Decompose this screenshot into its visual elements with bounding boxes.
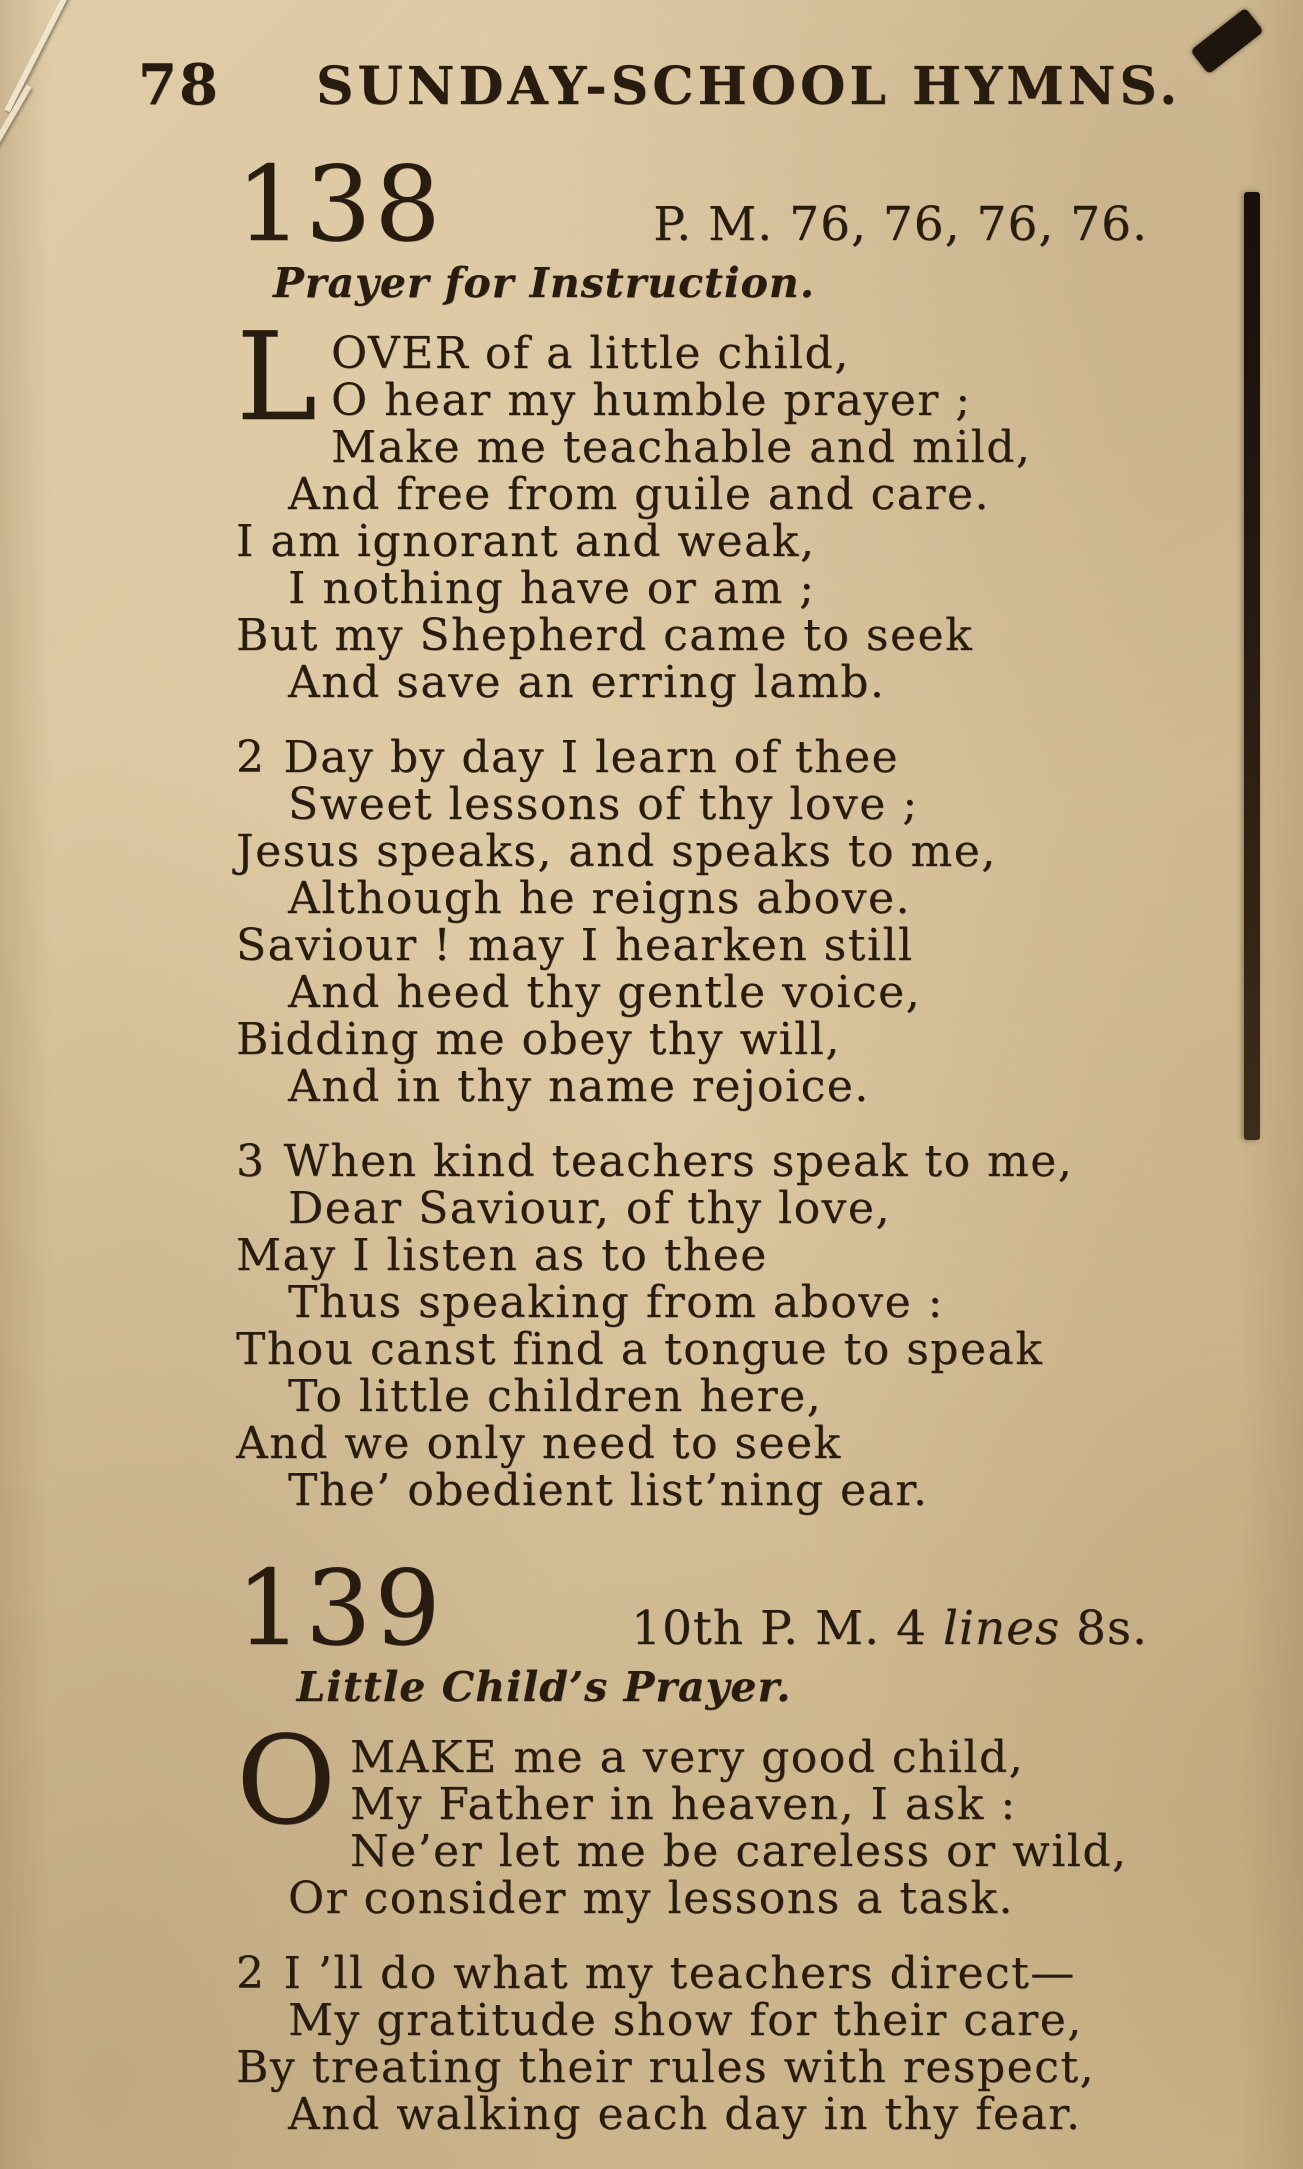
hymn-meter: P. M. 76, 76, 76, 76. xyxy=(653,197,1148,252)
hymn-138 xyxy=(236,143,1148,1516)
verse-line: And save an erring lamb. xyxy=(288,657,886,708)
hymn-138-verse-3 xyxy=(236,1138,1148,1514)
verse-line: To little children here, xyxy=(288,1371,823,1422)
verse-line: Thou canst find a tongue to speak xyxy=(236,1324,1044,1375)
verse-line: I nothing have or am ; xyxy=(288,563,816,614)
verse-line: Make me teachable and mild, xyxy=(331,422,1032,473)
page-header xyxy=(0,0,1303,118)
hymn-meter-text: 10th P. M. 4 xyxy=(631,1601,943,1656)
verse-line: MAKE me a very good child, xyxy=(350,1732,1025,1783)
hymn-number: 138 xyxy=(236,143,444,265)
verse-line: Jesus speaks, and speaks to me, xyxy=(236,826,997,877)
hymn-138-verse-2 xyxy=(236,734,1148,1110)
verse-line: But my Shepherd came to seek xyxy=(236,610,974,661)
verse-line: My Father in heaven, I ask : xyxy=(350,1779,1017,1830)
hymn-meter-italic: lines xyxy=(942,1601,1061,1656)
hymn-title: Little Child’s Prayer. xyxy=(296,1663,792,1711)
verse-line: I am ignorant and weak, xyxy=(236,516,816,567)
page-number: 78 xyxy=(138,52,220,118)
verse-line: Although he reigns above. xyxy=(288,873,912,924)
verse-line: Sweet lessons of thy love ; xyxy=(288,779,919,830)
verse-line xyxy=(236,1138,1148,1185)
hymn-title: Prayer for Instruction. xyxy=(273,259,815,307)
verse-line: Or consider my lessons a task. xyxy=(288,1873,1015,1924)
verse-line: And heed thy gentle voice, xyxy=(288,967,922,1018)
binding-shadow-bar xyxy=(1244,192,1260,1140)
verse-line-text: I ’ll do what my teachers direct— xyxy=(283,1948,1076,1999)
verse-line: And walking each day in thy fear. xyxy=(288,2089,1082,2140)
verse-line: May I listen as to thee xyxy=(236,1230,768,1281)
hymn-meter xyxy=(631,1601,1148,1656)
verse-number: 2 xyxy=(236,732,266,783)
drop-cap: L xyxy=(236,306,318,448)
verse-line: And free from guile and care. xyxy=(288,469,990,520)
verse-line: Dear Saviour, of thy love, xyxy=(288,1183,891,1234)
verse-line: My gratitude show for their care, xyxy=(288,1995,1083,2046)
verse-line: OVER of a little child, xyxy=(331,328,850,379)
verse-line: By treating their rules with respect, xyxy=(236,2042,1096,2093)
verse-line: The’ obedient list’ning ear. xyxy=(288,1465,929,1516)
drop-cap: O xyxy=(236,1710,337,1852)
hymn-138-verse-1 xyxy=(236,306,1148,708)
hymn-138-heading xyxy=(236,143,1148,265)
hymn-139 xyxy=(236,1547,1148,2140)
verse-line: And we only need to seek xyxy=(236,1418,842,1469)
verse-line: Bidding me obey thy will, xyxy=(236,1014,841,1065)
running-title: SUNDAY-SCHOOL HYMNS. xyxy=(315,56,1182,117)
hymn-139-heading xyxy=(236,1547,1148,1669)
hymn-139-verse-2 xyxy=(236,1950,1148,2138)
verse-line: O hear my humble prayer ; xyxy=(331,375,972,426)
verse-line xyxy=(236,734,1148,781)
verse-line: Ne’er let me be careless or wild, xyxy=(350,1826,1128,1877)
verse-line: Saviour ! may I hearken still xyxy=(236,920,914,971)
hymn-meter-text: 8s. xyxy=(1060,1601,1148,1656)
hymn-139-verse-1 xyxy=(236,1710,1148,1924)
verse-number: 3 xyxy=(236,1136,266,1187)
verse-line xyxy=(236,1950,1148,1997)
verse-line-text: When kind teachers speak to me, xyxy=(283,1136,1074,1187)
verse-line: And in thy name rejoice. xyxy=(288,1061,870,1112)
verse-number: 2 xyxy=(236,1948,266,1999)
verse-line-text: Day by day I learn of thee xyxy=(283,732,900,783)
verse-line: Thus speaking from above : xyxy=(288,1277,944,1328)
hymn-number: 139 xyxy=(236,1547,444,1669)
